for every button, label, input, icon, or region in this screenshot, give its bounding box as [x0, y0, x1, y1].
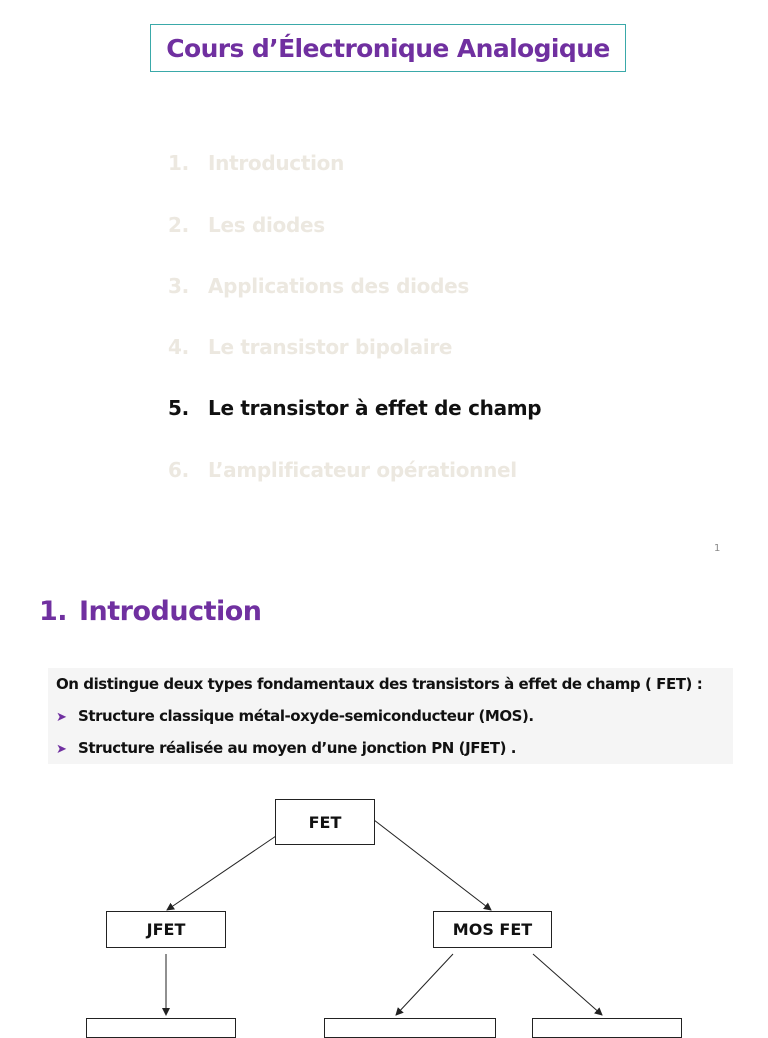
tree-node-jfet-child [86, 1018, 236, 1038]
tree-node-mosfet: MOS FET [433, 911, 552, 948]
tree-node-jfet: JFET [106, 911, 226, 948]
toc-item-les-diodes [168, 213, 325, 237]
connector-mosfet-right [533, 954, 602, 1015]
toc-label: Le transistor bipolaire [208, 335, 453, 359]
toc-label: Introduction [208, 151, 345, 175]
slide-2 [0, 576, 768, 1024]
toc-number: 6. [168, 458, 189, 482]
toc-item-amplificateur-operationnel [168, 458, 517, 482]
page-number: 1 [714, 543, 721, 554]
tree-node-mosfet-right-child [532, 1018, 682, 1038]
toc-number: 5. [168, 396, 189, 420]
section-number: 1. [39, 596, 68, 627]
toc-label: Applications des diodes [208, 274, 469, 298]
toc-item-applications-des-diodes [168, 274, 469, 298]
toc-item-transistor-bipolaire [168, 335, 452, 359]
tree-connectors [0, 576, 768, 1024]
connector-fet-jfet [167, 836, 276, 910]
connector-mosfet-left [396, 954, 453, 1015]
toc-number: 3. [168, 274, 189, 298]
intro-text: On distingue deux types fondamentaux des transistors à effet de champ ( FET) : [56, 675, 703, 693]
toc-number: 2. [168, 213, 189, 237]
title-box [150, 24, 626, 72]
toc-label: Les diodes [208, 213, 325, 237]
toc-item-introduction [168, 151, 344, 175]
arrow-bullet-icon: ➤ [56, 742, 67, 757]
arrow-bullet-icon: ➤ [56, 710, 67, 725]
section-title: Introduction [79, 596, 262, 627]
bullet-text: Structure classique métal-oxyde-semiconducteur (MOS). [78, 707, 534, 725]
toc-label: Le transistor à effet de champ [208, 396, 542, 420]
bullet-text: Structure réalisée au moyen d’une jonction PN (JFET) . [78, 739, 516, 757]
toc-number: 4. [168, 335, 189, 359]
tree-node-fet: FET [275, 799, 375, 845]
toc-number: 1. [168, 151, 189, 175]
tree-node-mosfet-left-child [324, 1018, 496, 1038]
toc-label: L’amplificateur opérationnel [208, 458, 517, 482]
toc-item-transistor-effet-de-champ [168, 396, 541, 420]
slide-title: Cours d’Électronique Analogique [166, 33, 610, 63]
connector-fet-mosfet [374, 820, 491, 910]
